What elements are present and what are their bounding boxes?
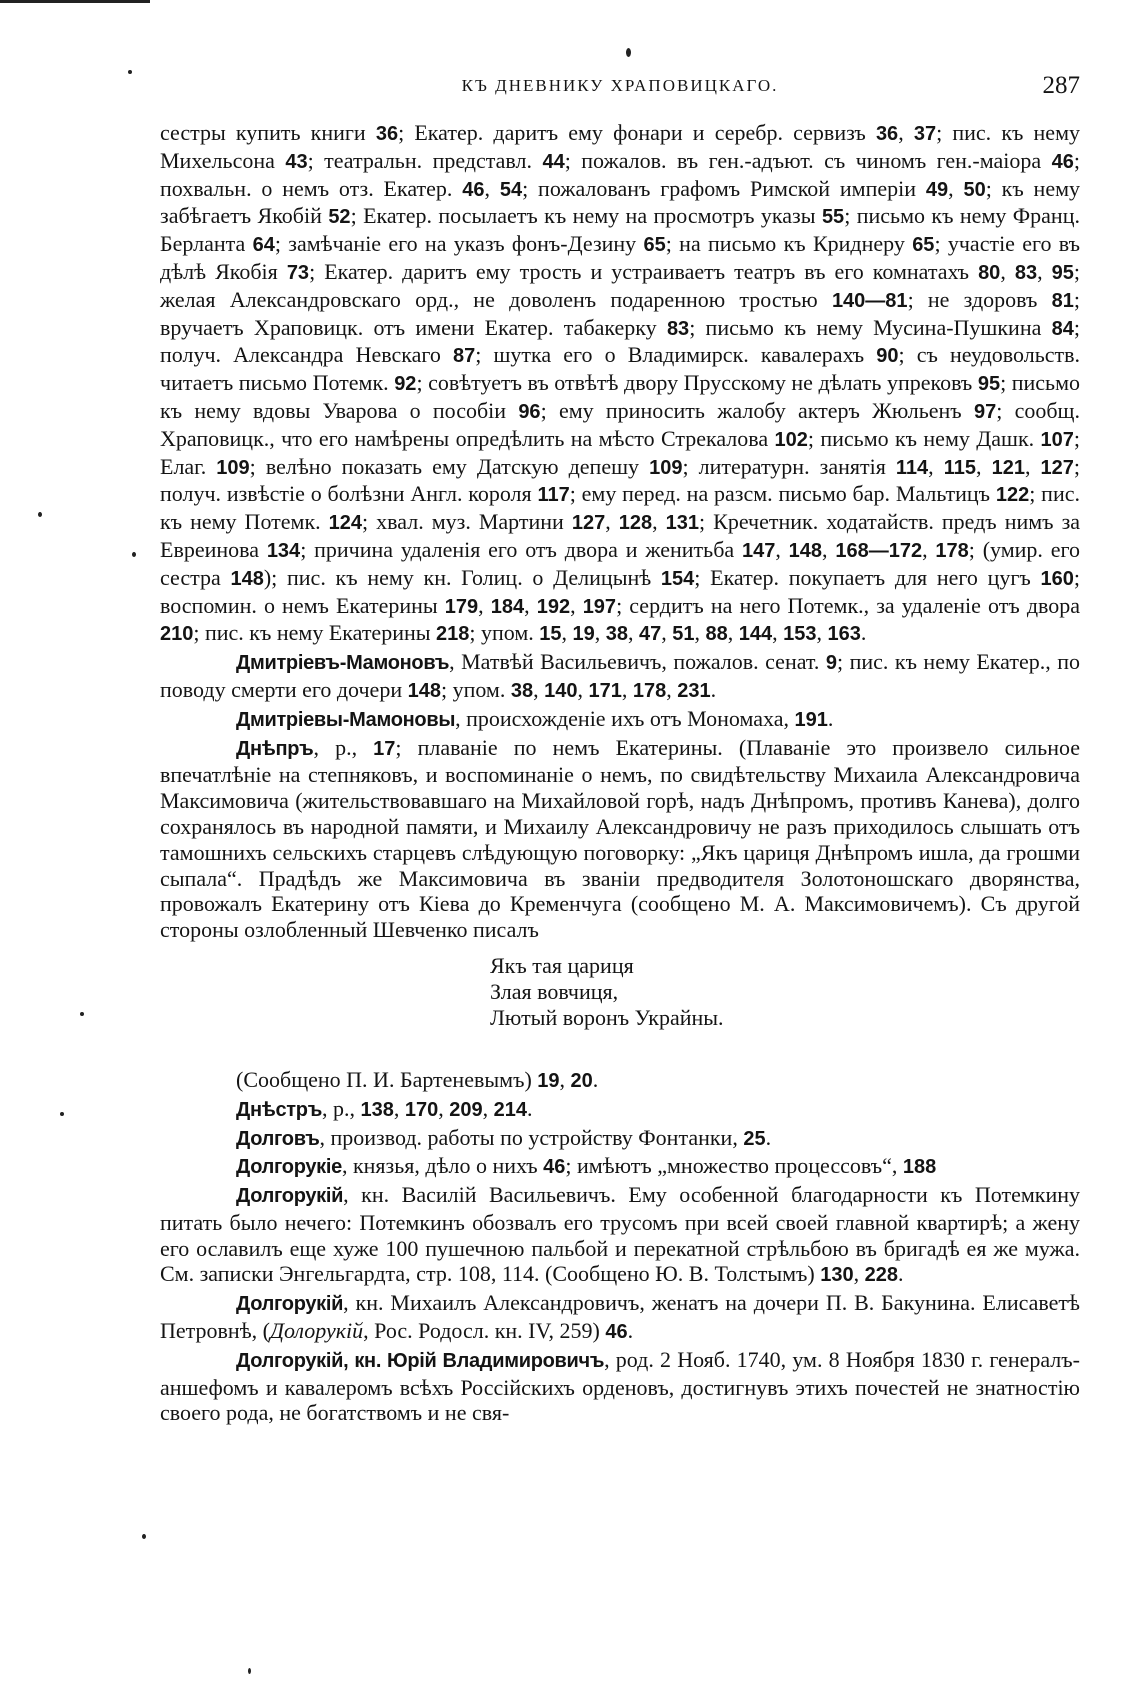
entry-text: , (628, 620, 640, 646)
page-reference: 154 (660, 567, 695, 590)
page-reference: 90 (876, 345, 899, 368)
entry-text: ; сообщ. Храповицк., что его намѣрены опредѣлить на мѣсто Стрекалова (160, 397, 1080, 451)
entry-text: , (1037, 258, 1052, 284)
entry-headword: Дмитріевы-Мамоновы (236, 708, 456, 731)
page-reference: 47 (639, 623, 662, 646)
page-reference: 184 (490, 595, 525, 618)
page-reference: 46 (605, 1321, 628, 1344)
page-reference: 192 (536, 595, 571, 618)
page-reference: 179 (444, 595, 479, 618)
index-entry (160, 1096, 1080, 1124)
page-reference: 38 (605, 623, 629, 646)
entry-text: , (621, 676, 633, 702)
entry-text: ; Екатер. посылаетъ къ нему на просмотръ указы (350, 203, 822, 229)
poem-line: Злая вовчиця, (490, 978, 619, 1004)
entry-text: . (860, 620, 867, 646)
page-reference: 131 (665, 512, 700, 535)
entry-text: сестры купить книги (160, 120, 376, 145)
page-reference: 46 (1051, 150, 1074, 173)
index-entries-bottom (160, 1067, 1080, 1426)
entry-text: ; Елаг. (160, 425, 1080, 479)
poem-line: Лютый воронъ Украйны. (490, 1004, 724, 1030)
entry-headword: Днѣпръ (236, 737, 314, 760)
page-reference: 197 (582, 595, 617, 618)
index-entry (160, 649, 1080, 705)
page-reference: 109 (649, 456, 683, 479)
entry-text: , Матвѣй Васильевичъ, пожалов. сенат. (449, 649, 826, 675)
page-reference: 178 (632, 679, 667, 702)
entry-text: , Рос. Родосл. кн. IV, 259) (363, 1318, 606, 1344)
entry-text: ; похвальн. о немъ отз. Екатер. (160, 147, 1080, 201)
entry-text: , (524, 592, 537, 618)
page-reference: 148 (230, 567, 264, 590)
running-title: КЪ ДНЕВНИКУ ХРАПОВИЦКАГО. (461, 76, 779, 95)
entry-text: , (661, 620, 673, 646)
entry-text: ; хвал. муз. Мартини (362, 509, 572, 535)
entry-text: . (897, 1261, 904, 1287)
page-reference: 178 (935, 539, 969, 562)
entry-text: ; упом. (440, 676, 511, 702)
entry-text: , происхожденіе ихъ отъ Мономаха, (455, 705, 795, 731)
page-reference: 140 (544, 679, 578, 702)
entry-text: , (559, 1066, 571, 1092)
index-entry (160, 735, 1080, 943)
entry-text: . (592, 1066, 599, 1092)
page-number: 287 (1042, 72, 1080, 99)
entry-text: , (898, 120, 914, 145)
entry-text: , (393, 1095, 405, 1121)
page-reference: 138 (360, 1098, 394, 1121)
entry-text: ; письмо къ нему Мусина-Пушкина (689, 314, 1052, 340)
page-reference: 114 (895, 456, 929, 479)
page-reference: 80 (978, 261, 1001, 284)
entry-text: ; театральн. представл. (307, 147, 543, 173)
page-reference: 170 (404, 1098, 439, 1121)
page-reference: 36 (375, 123, 399, 145)
page-reference: 191 (794, 708, 828, 731)
entry-text: , (666, 676, 678, 702)
entry-text: , р., (313, 734, 374, 760)
page-reference: 92 (394, 373, 417, 396)
entry-text: ; совѣтуетъ въ отвѣтѣ двору Прусскому не дѣлать упрековъ (416, 370, 978, 396)
entry-text: ; (умир. его сестра (160, 536, 1080, 590)
page-reference: 44 (542, 150, 565, 173)
page-reference: 17 (373, 737, 396, 760)
index-entry (160, 1290, 1080, 1346)
entry-text: ; имѣютъ „множество процессовъ“, (565, 1153, 903, 1179)
entry-text: , (928, 453, 944, 479)
entry-text: ; желая Александровскаго орд., не доволенъ подаренною тростью (160, 258, 1081, 312)
entry-text: ; Кречетник. ходатайств. предъ нимъ за Евреинова (160, 509, 1081, 562)
page-reference: 46 (543, 1156, 566, 1179)
entry-text: ; сердитъ на него Потемк., за удаленіе отъ двора (616, 592, 1081, 618)
entry-text: ; замѣчаніе его на указъ фонъ-Дезину (274, 231, 644, 257)
entry-text: , (478, 592, 491, 618)
index-entry (160, 1067, 1080, 1095)
entry-text: , (1000, 258, 1015, 284)
entry-text: ; причина удаленія его отъ двора и женитьба (300, 536, 742, 562)
italic-text: Долорукій (269, 1318, 364, 1344)
page-reference: 218 (436, 623, 470, 646)
page-reference: 95 (977, 373, 1001, 396)
entry-text: , род. 2 Нояб. 1740, ум. 8 Ноября 1830 г. генералъ-аншефомъ и кавалеромъ всѣхъ Россійскихъ орденовъ, достигнувъ этихъ почестей не знатностію своего рода, не богатствомъ и не свя- (160, 1346, 1080, 1426)
entry-text: ; пис. къ нему Михельсона (160, 120, 1080, 173)
page-reference: 124 (328, 512, 363, 535)
page-reference: 97 (973, 400, 997, 423)
entry-headword: Долгорукій (236, 1293, 344, 1316)
entry-text: ; пис. къ нему Екатерины (193, 620, 437, 646)
page-reference: 49 (925, 178, 949, 201)
entry-text: , (727, 620, 739, 646)
page-reference: 51 (672, 623, 695, 646)
entry-text: ; пожалованъ графомъ Римской имперіи (522, 175, 926, 201)
entry-text: ; упом. (469, 620, 540, 646)
entry-text: . (765, 1124, 772, 1150)
entry-text: , (577, 676, 589, 702)
entry-text: ; пожалов. въ ген.-адъют. съ чиномъ ген.-маіора (564, 147, 1052, 173)
entry-text: , (775, 536, 789, 562)
page-reference: 115 (943, 456, 977, 479)
entry-headword: Долговъ (236, 1127, 320, 1150)
entry-text: ; не здоровъ (907, 286, 1052, 312)
entry-text: ; письмо къ нему вдовы Уварова о пособіи (160, 370, 1080, 423)
entry-headword: Долгорукій (236, 1185, 344, 1208)
page-header (160, 72, 1080, 106)
entry-text: ; шутка его о Владимирск. кавалерахъ (475, 342, 877, 368)
page-reference: 153 (783, 623, 817, 646)
scan-speck (38, 512, 42, 517)
entry-headword: Долгорукій, кн. Юрій Владимировичъ (236, 1349, 605, 1372)
page-reference: 73 (286, 261, 310, 284)
page-reference: 163 (827, 623, 861, 646)
entry-text: ); пис. къ нему кн. Голиц. о Делицынѣ (263, 564, 661, 590)
page-reference: 38 (510, 679, 534, 702)
page-reference: 88 (705, 623, 728, 646)
page-reference: 19 (572, 623, 595, 646)
page-reference: 9 (825, 652, 837, 675)
index-entry (160, 1347, 1080, 1426)
scan-speck (248, 1668, 251, 1674)
page-reference: 52 (328, 206, 351, 229)
scan-speck (132, 552, 136, 557)
entry-text: . (710, 676, 717, 702)
page-reference: 147 (741, 539, 776, 562)
page-reference: 96 (518, 400, 541, 423)
entry-text: , (772, 620, 784, 646)
entry-headword: Днѣстръ (236, 1098, 322, 1121)
entry-text: , (694, 620, 706, 646)
page-reference: 188 (902, 1156, 937, 1179)
page-reference: 122 (995, 484, 1030, 507)
entry-text: , (438, 1095, 450, 1121)
page-reference: 160 (1040, 567, 1074, 590)
page-reference: 19 (537, 1069, 560, 1092)
entry-text: ; письмо къ нему Дашк. (807, 425, 1041, 451)
entry-text: , (652, 509, 666, 535)
scan-speck (626, 48, 631, 57)
index-entry (160, 1153, 1080, 1181)
page-reference: 87 (452, 345, 476, 368)
page-reference: 46 (462, 178, 485, 201)
page-reference: 140—81 (831, 289, 908, 312)
index-entry (160, 1125, 1080, 1153)
entry-text: ; ему приносить жалобу актеръ Жюльенъ (540, 397, 974, 423)
index-entry (160, 120, 1080, 648)
page-reference: 65 (643, 234, 666, 257)
entry-text: ; плаваніе по немъ Екатерины. (Плаваніе это произвело сильное впечатлѣніе на степняковъ, и воспоминаніе о немъ, по свидѣтельству Михаила Александровича Максимовича (жительствовавшаго на Михайловой горѣ, надъ Днѣпромъ, противъ Канева), долго сохранялось въ народной памяти, и Михаилу Александровичу не разъ приходилось слышать отъ тамошнихъ сельскихъ старцевъ слѣдующую поговорку: „Якъ цариця Днѣпромъ ишла, да грошми сыпала“. Прадѣдъ же Максимовича въ званіи предводителя Золотоношскаго дворянства, провожалъ Екатерину отъ Кіева до Кременчуга (сообщено М. А. Максимовичемъ). Съ другой стороны озлобленный Шевченко писалъ (160, 734, 1081, 943)
entry-text: ; участіе его въ дѣлѣ Якобія (160, 231, 1081, 284)
entry-headword: Дмитріевъ-Мамоновъ (236, 652, 450, 675)
page-reference: 144 (738, 623, 773, 646)
page-reference: 65 (912, 234, 935, 257)
entry-headword: Долгорукіе (236, 1156, 342, 1179)
page-reference: 15 (539, 623, 562, 646)
entry-text: ; велѣно показать ему Датскую депешу (249, 453, 650, 479)
page-reference: 209 (449, 1098, 483, 1121)
entry-text: , (976, 453, 992, 479)
page-reference: 55 (821, 206, 845, 229)
page-reference: 127 (1040, 456, 1074, 479)
entry-text: ; получ. извѣстіе о болѣзни Англ. короля (160, 453, 1081, 507)
top-rule (0, 0, 150, 3)
entry-text: ; литературн. занятія (682, 453, 896, 479)
entry-text: , князья, дѣло о нихъ (341, 1153, 544, 1179)
entry-text: , (605, 509, 619, 535)
page-reference: 81 (1051, 289, 1074, 312)
page-reference: 102 (774, 428, 808, 451)
scan-speck (128, 70, 132, 74)
entry-text: ; получ. Александра Невскаго (160, 314, 1080, 368)
entry-text: , (533, 676, 545, 702)
entry-text: ; пис. къ нему Екатер., по поводу смерти его дочери (160, 649, 1080, 702)
page-reference: 168—172 (835, 539, 923, 562)
entry-text: ; письмо къ нему Франц. Берланта (160, 203, 1080, 257)
page-reference: 148 (407, 679, 441, 702)
page-reference: 171 (588, 679, 622, 702)
entry-text: ; съ неудовольств. читаетъ письмо Потемк. (160, 342, 1081, 396)
page-reference: 83 (666, 317, 690, 340)
page-reference: 130 (820, 1264, 854, 1287)
poem-quote (490, 953, 1080, 1031)
entry-text: , кн. Василій Васильевичъ. Ему особенной благодарности къ Потемкину питать было нечего: Потемкинъ обозвалъ его трусомъ при всей своей главной квартирѣ; а жену его ославилъ еще хуже 100 пушечною пальбой и перекатной стрѣльбою въ бригадѣ ея же мужа. См. записки Энгельгардта, стр. 108, 114. (Сообщено Ю. В. Толстымъ) (160, 1182, 1080, 1287)
entry-text: . (627, 1318, 634, 1344)
entry-text: ; Екатер. покупаетъ для него цугъ (694, 564, 1041, 590)
page-reference: 37 (913, 123, 937, 145)
scan-speck (142, 1534, 146, 1539)
entry-text: , (922, 536, 936, 562)
entry-text: , (816, 620, 828, 646)
index-entries-top (160, 120, 1080, 943)
index-entry (160, 706, 1080, 734)
entry-text: ; ему перед. на разсм. письмо бар. Мальтицъ (569, 481, 996, 507)
page-reference: 36 (875, 123, 899, 145)
page-reference: 95 (1051, 261, 1074, 284)
page-reference: 109 (216, 456, 250, 479)
page-reference: 148 (788, 539, 823, 562)
entry-text: ; вручаетъ Храповицк. отъ имени Екатер. табакерку (160, 286, 1080, 340)
entry-text: , (561, 620, 573, 646)
page-reference: 54 (499, 178, 523, 201)
entry-text: , (853, 1261, 865, 1287)
entry-text: , (484, 175, 500, 201)
page-reference: 128 (618, 512, 653, 535)
page-reference: 134 (266, 539, 301, 562)
index-entry (160, 1182, 1080, 1289)
entry-text: . (827, 705, 834, 731)
page-reference: 231 (677, 679, 711, 702)
entry-text: , р., (322, 1095, 361, 1121)
entry-text: , (822, 536, 836, 562)
entry-text: ; Екатер. даритъ ему фонари и серебр. сервизъ (398, 120, 876, 145)
entry-text: ; воспомин. о немъ Екатерины (160, 564, 1080, 618)
page-reference: 228 (864, 1264, 898, 1287)
entry-text: , кн. Михаилъ Александровичъ, женатъ на дочери П. В. Бакунина. Елисаветѣ Петровнѣ, ( (160, 1290, 1080, 1344)
entry-text: , (1024, 453, 1041, 479)
entry-text: ; Екатер. даритъ ему трость и устраиваетъ театръ въ его комнатахъ (309, 258, 979, 284)
scan-speck (80, 1012, 84, 1016)
entry-text: ; на письмо къ Криднеру (665, 231, 913, 257)
entry-text: , (594, 620, 606, 646)
entry-text: (Сообщено П. И. Бартеневымъ) (236, 1066, 538, 1092)
page-reference: 20 (570, 1069, 593, 1092)
poem-line: Якъ тая цариця (490, 952, 634, 978)
page-reference: 25 (743, 1127, 766, 1150)
entry-text: ; къ нему забѣгаетъ Якобій (160, 175, 1081, 229)
page-reference: 43 (285, 150, 308, 173)
page-reference: 50 (963, 178, 986, 201)
page-reference: 214 (493, 1098, 527, 1121)
entry-text: , (570, 592, 583, 618)
entry-text: , (948, 175, 964, 201)
scan-speck (60, 1112, 64, 1116)
page-reference: 84 (1051, 317, 1074, 340)
entry-text: , (482, 1095, 494, 1121)
entry-text: , производ. работы по устройству Фонтанки, (319, 1124, 744, 1150)
page-reference: 117 (537, 484, 570, 507)
page-reference: 210 (160, 623, 194, 646)
page-reference: 121 (991, 456, 1025, 479)
entry-text: . (527, 1095, 533, 1121)
page-reference: 83 (1014, 261, 1038, 284)
page-reference: 64 (252, 234, 275, 257)
page-reference: 107 (1040, 428, 1074, 451)
page-reference: 127 (571, 512, 606, 535)
entry-text: ; пис. къ нему Потемк. (160, 481, 1080, 535)
index-text (160, 120, 1080, 1427)
